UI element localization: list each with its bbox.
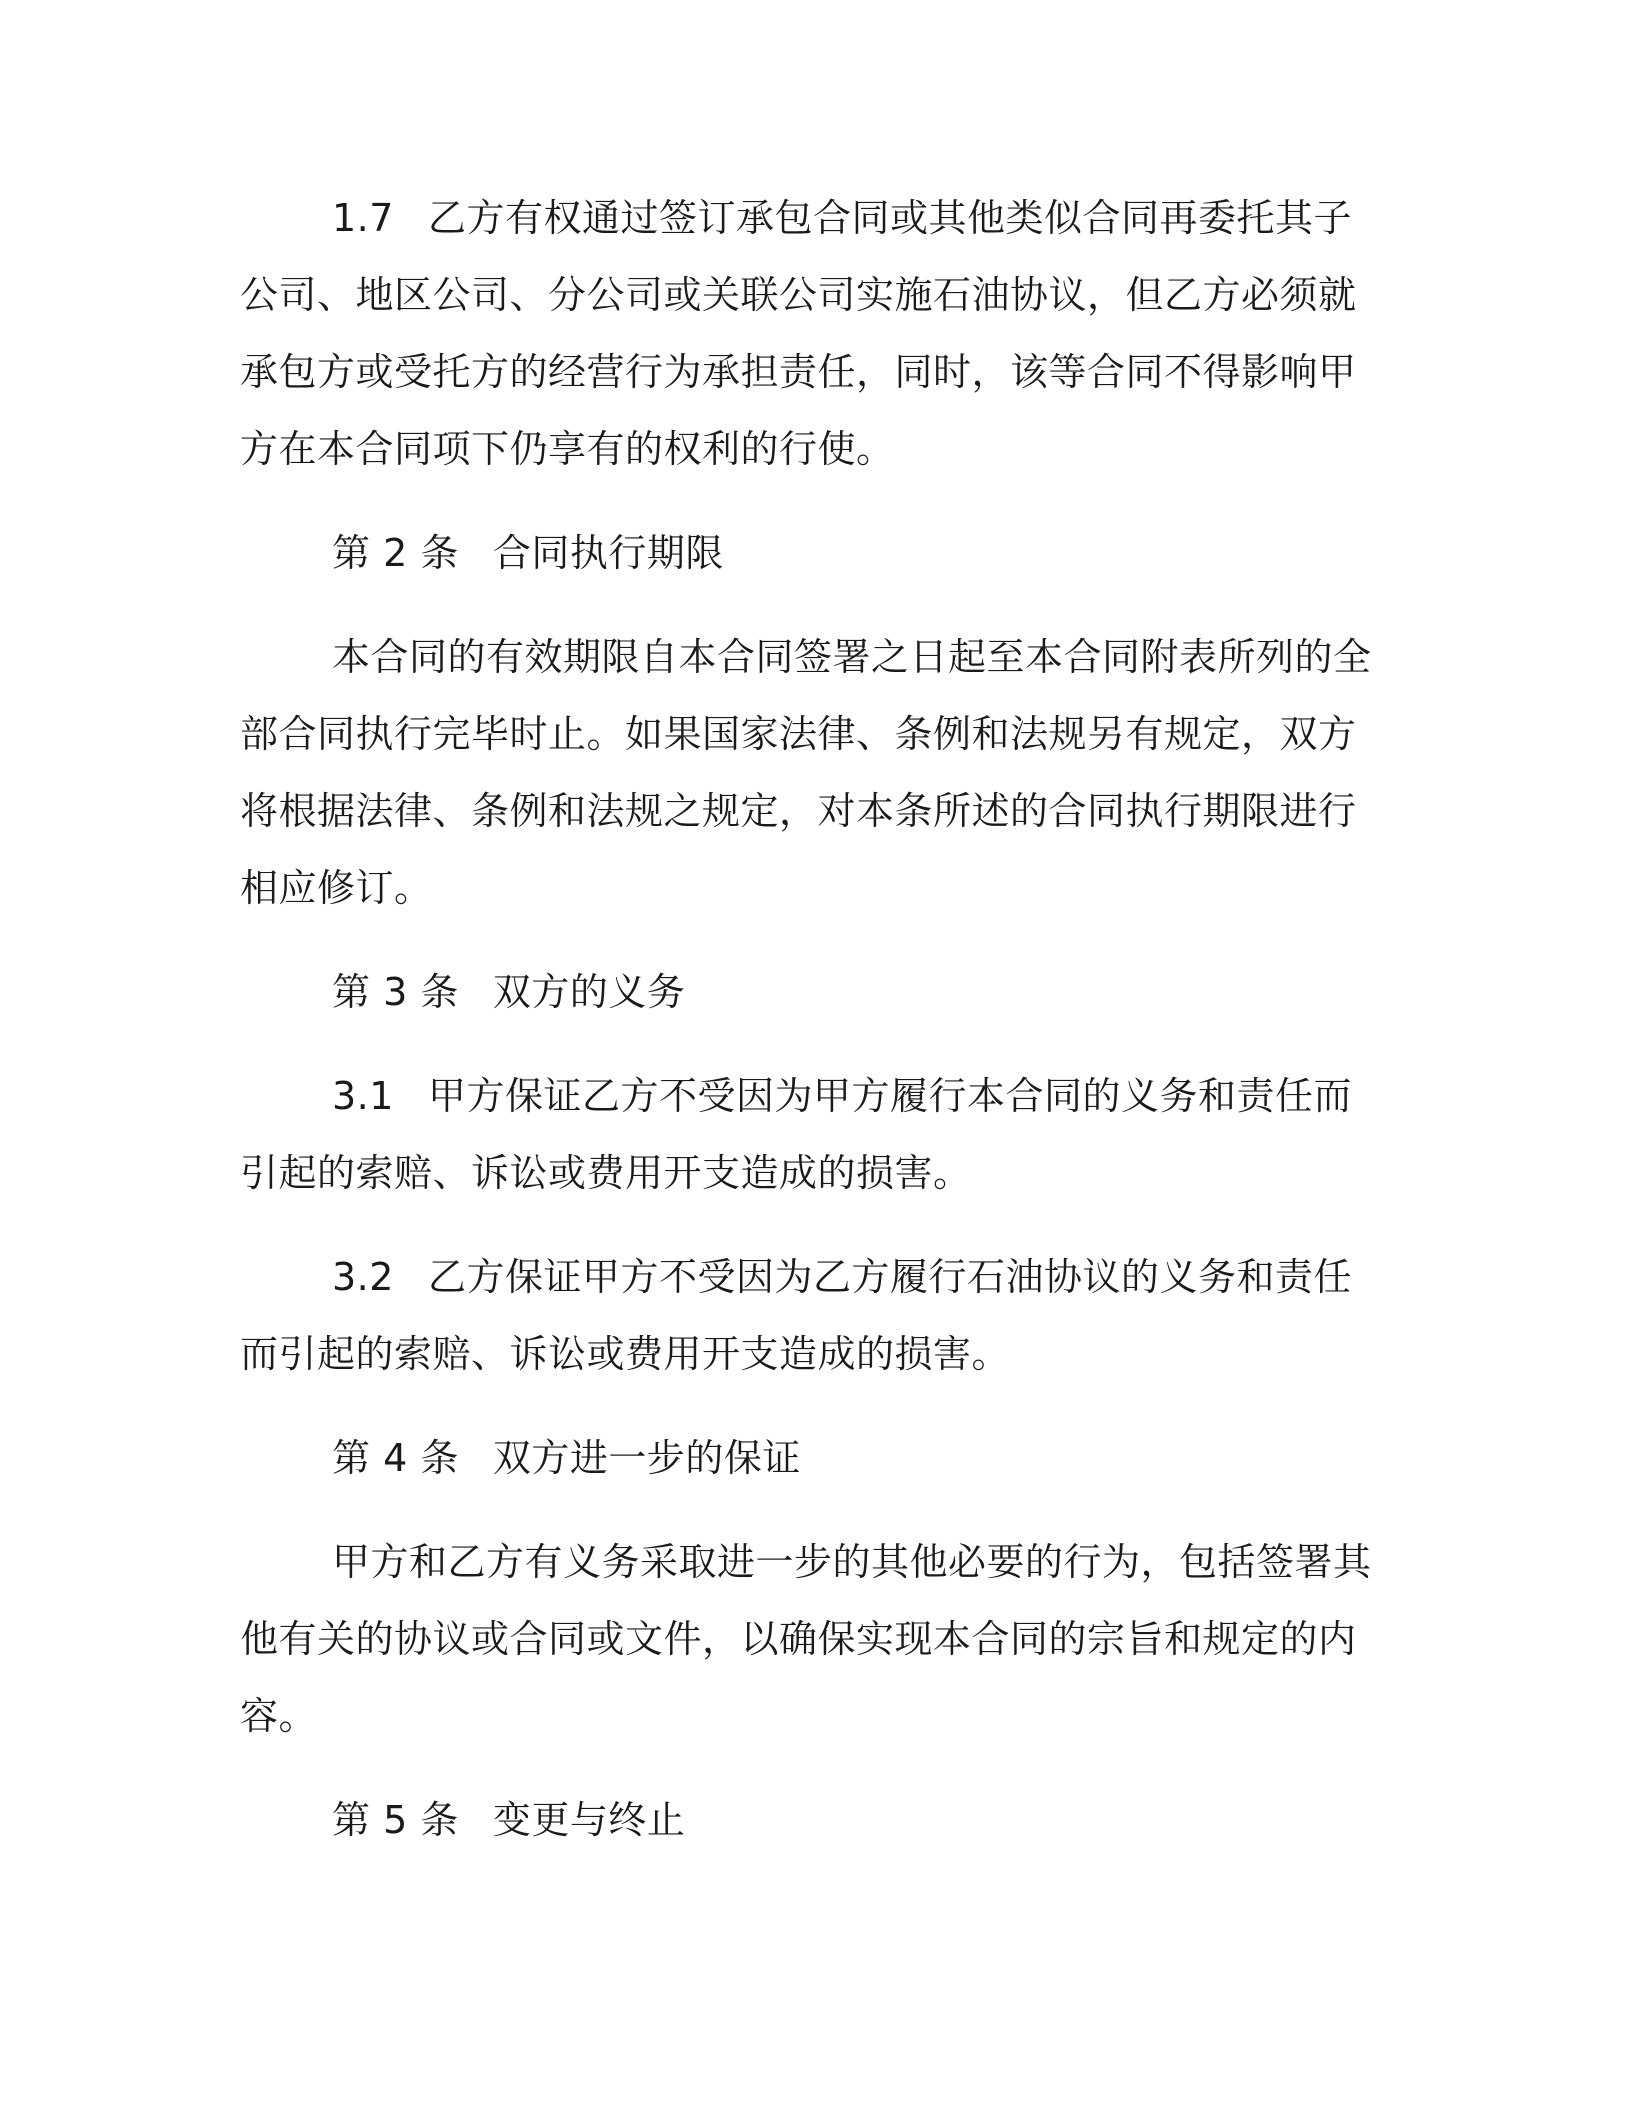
article-title: 合同执行期限 bbox=[492, 531, 724, 575]
clause-text: 乙方有权通过签订承包合同或其他类似合同再委托其子公司、地区公司、分公司或关联公司实施石油协议，但乙方必须就承包方或受托方的经营行为承担责任，同时，该等合同不得影响甲方在本合同项下仍享有的权利的行使。 bbox=[240, 196, 1357, 471]
article-3-heading bbox=[240, 954, 1380, 1031]
article-number: 第 5 条 bbox=[332, 1798, 459, 1842]
clause-3-2 bbox=[240, 1239, 1380, 1393]
clause-text: 本合同的有效期限自本合同签署之日起至本合同附表所列的全部合同执行完毕时止。如果国家法律、条例和法规另有规定，双方将根据法律、条例和法规之规定，对本条所述的合同执行期限进行相应修订。 bbox=[240, 635, 1372, 910]
article-number: 第 3 条 bbox=[332, 970, 459, 1014]
clause-text: 甲方和乙方有义务采取进一步的其他必要的行为，包括签署其他有关的协议或合同或文件，以确保实现本合同的宗旨和规定的内容。 bbox=[240, 1540, 1372, 1738]
document-page bbox=[240, 180, 1380, 1886]
article-title: 变更与终止 bbox=[492, 1798, 686, 1842]
article-2-heading bbox=[240, 515, 1380, 592]
article-4-body bbox=[240, 1524, 1380, 1755]
article-5-heading bbox=[240, 1782, 1380, 1859]
article-4-heading bbox=[240, 1420, 1380, 1497]
article-2-body bbox=[240, 619, 1380, 927]
clause-number: 3.1 bbox=[332, 1074, 394, 1118]
clause-number: 3.2 bbox=[332, 1255, 394, 1299]
clause-1-7 bbox=[240, 180, 1380, 488]
clause-text: 乙方保证甲方不受因为乙方履行石油协议的义务和责任而引起的索赔、诉讼或费用开支造成的损害。 bbox=[240, 1255, 1352, 1376]
article-number: 第 2 条 bbox=[332, 531, 459, 575]
article-number: 第 4 条 bbox=[332, 1436, 459, 1480]
clause-text: 甲方保证乙方不受因为甲方履行本合同的义务和责任而引起的索赔、诉讼或费用开支造成的损害。 bbox=[240, 1074, 1352, 1195]
article-title: 双方的义务 bbox=[492, 970, 686, 1014]
clause-3-1 bbox=[240, 1058, 1380, 1212]
clause-number: 1.7 bbox=[332, 196, 394, 240]
article-title: 双方进一步的保证 bbox=[492, 1436, 801, 1480]
